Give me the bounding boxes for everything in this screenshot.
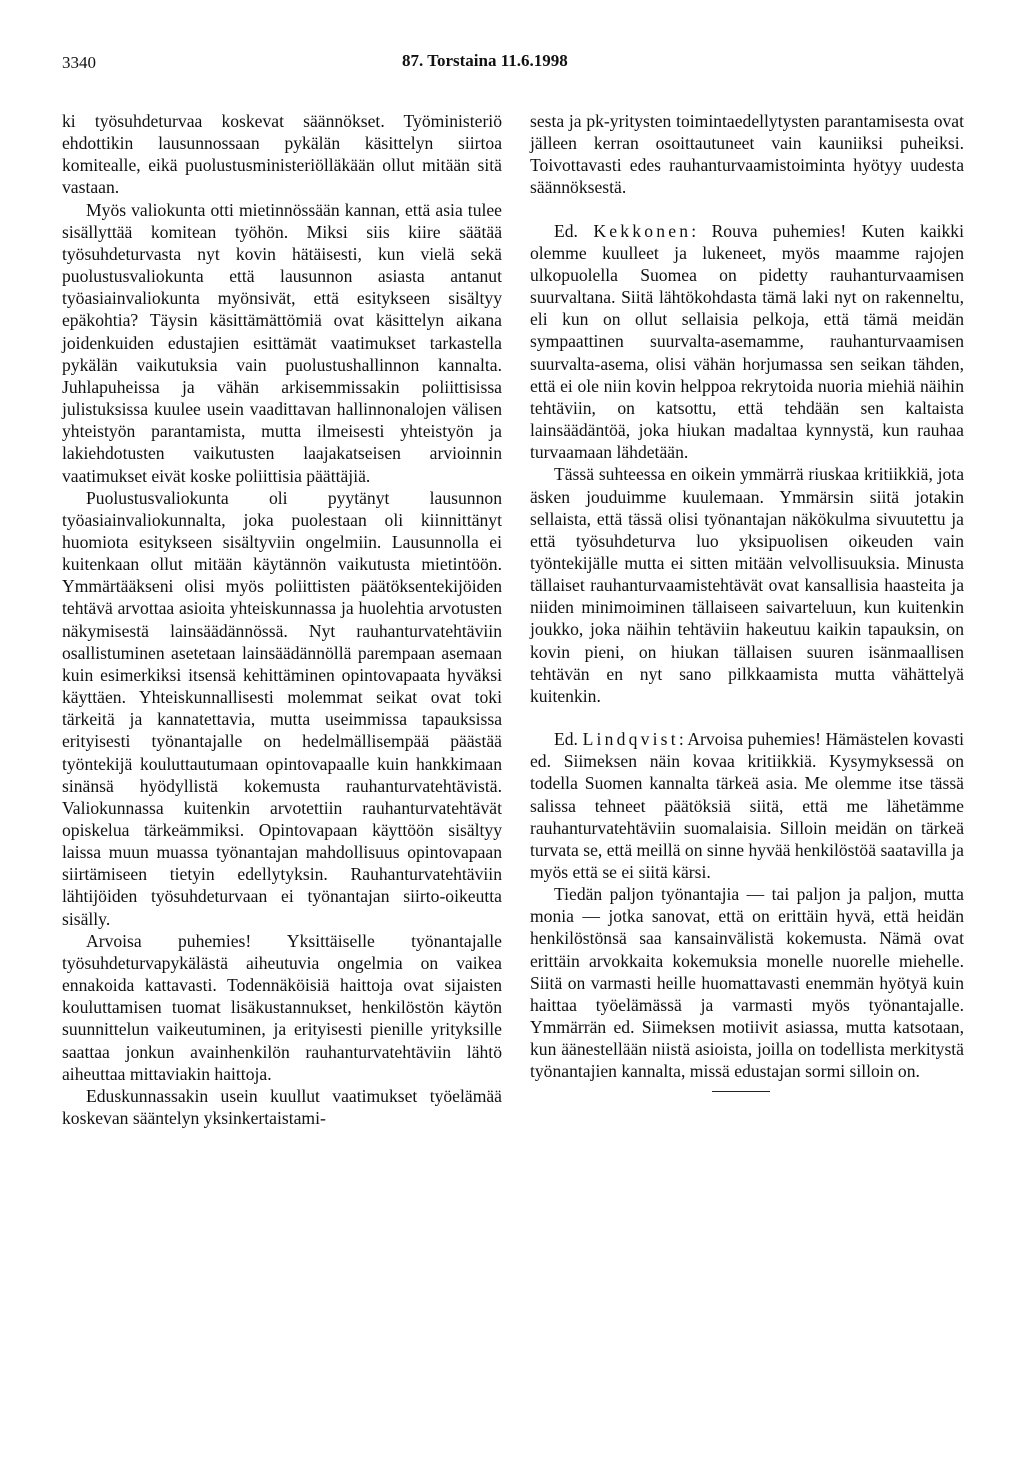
speaker-name: Lindqvist bbox=[582, 729, 679, 750]
left-column bbox=[62, 110, 502, 1129]
speech-text: : Rouva puhemies! Kuten kaikki olemme kuulleet ja lukeneet, myös maamme rajojen ulkopuolella Suomea on pidetty rauhanturvaamisen suurvaltana. Siitä lähtökohdasta tämä laki nyt on rakenneltu, eli kun on ollut sellaisia pelkoja, että tämä meidän sympaattinen suurvalta-asemamme, rauhanturvaamisen suurvalta-asema, olisi vähän horjumassa sen seikan tähden, että ei ole niin kovin helppoa rekrytoida nuoria miehiä näihin tehtäviin, on katsottu, että tehdään sen kaltaista lainsäädäntöä, joka hiukan madaltaa kynnystä, kun rauhaa turvaamaan lähdetään. bbox=[530, 220, 964, 463]
paragraph: Arvoisa puhemies! Yksittäiselle työnantajalle työsuhdeturvapykälästä aiheutuvia ongelmia on vaikea ennakoida kattavasti. Todennäköisiä haittoja ovat sijaisten kouluttamisen tuomat lisäkustannukset, henkilöstön käytön suunnittelun vaikeutuminen, ja erityisesti pienille yrityksille saattaa jonkun avainhenkilön rauhanturvatehtäviin lähtö aiheuttaa mittaviakin haittoja. bbox=[62, 930, 502, 1084]
speaker-name: Kekkonen bbox=[593, 220, 692, 241]
speech-kekkonen bbox=[530, 220, 964, 464]
speaker-prefix: Ed. bbox=[554, 220, 594, 241]
paragraph: ki työsuhdeturvaa koskevat säännökset. Työministeriö ehdottikin lausunnossaan pykälän käsittelyn siirtoa komitealle, eikä puolustusministeriölläkään ollut mitään sitä vastaan. bbox=[62, 111, 502, 198]
paragraph: Myös valiokunta otti mietinnössään kannan, että asia tulee sisällyttää komitean työhön. Miksi siis kiire säätää työsuhdeturvasta nyt kovin hätäisesti, kun vielä sekä puolustusvaliokunta että lausunnon asiasta antanut työasiainvaliokunta myönsivät, että esitykseen sisältyy epäkohtia? Täysin käsittämättömiä ovat käsittelyn aikana joidenkuiden edustajien esittämät vaatimukset tarkastella pykälän vaikutuksia vain puolustushallinnon kannalta. Juhlapuheissa ja vähän arkisemmissakin poliittisissa julistuksissa kuulee usein vaadittavan hallinnonalojen välisen yhteistyön parantamista, mutta ilmeisesti yhteistyön ja lakiehdotusten vaikutusten laajakatseisen arvioinnin vaatimukset eivät koske poliittisia päättäjiä. bbox=[62, 199, 502, 486]
speaker-prefix: Ed. bbox=[554, 729, 583, 750]
paragraph: Puolustusvaliokunta oli pyytänyt lausunnon työasiainvaliokunnalta, joka puolestaan oli kiinnittänyt huomiota esitykseen sisältyviin ongelmiin. Lausunnolla ei kuitenkaan ollut mitään käytännön vaikutusta mietintöön. Ymmärtääkseni olisi myös poliittisten päätöksentekijöiden tehtävä arvottaa asioita yhteiskunnassa ja huolehtia arvotusten näkymisestä lainsäädännössä. Nyt rauhanturvatehtäviin osallistuminen asetetaan lainsäädännöllä parempaan asemaan kuin esimerkiksi itsensä kehittäminen opintovapaata hyväksi käyttäen. Yhteiskunnallisesti molemmat seikat ovat toki tärkeitä ja kannatettavia, mutta useimmissa tapauksissa erityisesti työnantajalle on hedelmällisempää päästää työntekijä kouluttautumaan opintovapaalle kuin hankkimaan sinänsä hyödyllistä kokemusta rauhanturvatehtävistä. Valiokunnassa kuitenkin arvotettiin rauhanturvatehtävät opiskelua tärkeämmiksi. Opintovapaan käyttöön sisältyy laissa muun muassa työnantajan mahdollisuus opintovapaan siirtämiseen tietyin edellytyksin. Rauhanturvatehtäviin lähtijöiden työsuhdeturvaan ei työnantajan siirto-oikeutta sisälly. bbox=[62, 487, 502, 929]
paragraph: Eduskunnassakin usein kuullut vaatimukset työelämää koskevan sääntelyn yksinkertaistami- bbox=[62, 1085, 502, 1129]
running-head: 87. Torstaina 11.6.1998 bbox=[402, 51, 568, 70]
paragraph: sesta ja pk-yritysten toimintaedellytysten parantamisesta ovat jälleen kerran osoittautuneet vain kauniiksi puheiksi. Toivottavasti edes rauhanturvaamistoiminta hyötyy uudesta säännöksestä. bbox=[530, 111, 964, 198]
speech-lindqvist bbox=[530, 728, 964, 883]
paragraph: Tässä suhteessa en oikein ymmärrä riuskaa kritiikkiä, jota äsken jouduimme kuulemaan. Ymmärsin siitä jotakin sellaista, että tässä olisi työnantajan näkökulma sivuutettu ja että työsuhdeturva luo yksipuolisen oikeuden vain työntekijälle mutta ei sitten mitään velvollisuuksia. Minusta tällaiset rauhanturvaamistehtävät ovat kansallisia haasteita ja niiden minimoiminen tällaiseen saivarteluun, kun kuitenkin joukko, joka näihin tehtäviin hakeutuu kaikin tapauksin, on kovin pieni, on hiukan tällaisen suuren isänmaallisen tehtävän en nyt sano pilkkaamista mutta vähättelyä kuitenkin. bbox=[530, 464, 964, 706]
right-column bbox=[530, 110, 964, 1092]
speech-text: : Arvoisa puhemies! Hämästelen kovasti ed. Siimeksen näin kovaa kritiikkiä. Kysymyksessä on todella Suomen kannalta tärkeä asia. Me olemme itse tässä salissa tehneet päätöksiä siitä, että me lähetämme rauhanturvatehtäviin suomalaisia. Silloin meidän on tärkeä turvata se, että meillä on sinne hyvää henkilöstöä saatavilla ja myös että se ei siitä kärsi. bbox=[530, 729, 965, 882]
end-rule bbox=[712, 1091, 770, 1092]
paragraph: Tiedän paljon työnantajia — tai paljon ja paljon, mutta monia — jotka sanovat, että on erittäin hyvä, että heidän henkilöstönsä saa kansainvälistä kokemusta. Nämä ovat erittäin arvokkaita kokemuksia monelle nuorelle miehelle. Siitä on varmasti heille huomattavasti enemmän hyötyä kuin haittaa työelämässä ja varmasti myös työnantajalle. Ymmärrän ed. Siimeksen motiivit asiassa, mutta katsotaan, kun äänestellään niistä asioista, joilla on todellista merkitystä työnantajien kannalta, missä edustajan sormi silloin on. bbox=[530, 884, 964, 1082]
page-number: 3340 bbox=[62, 53, 96, 72]
